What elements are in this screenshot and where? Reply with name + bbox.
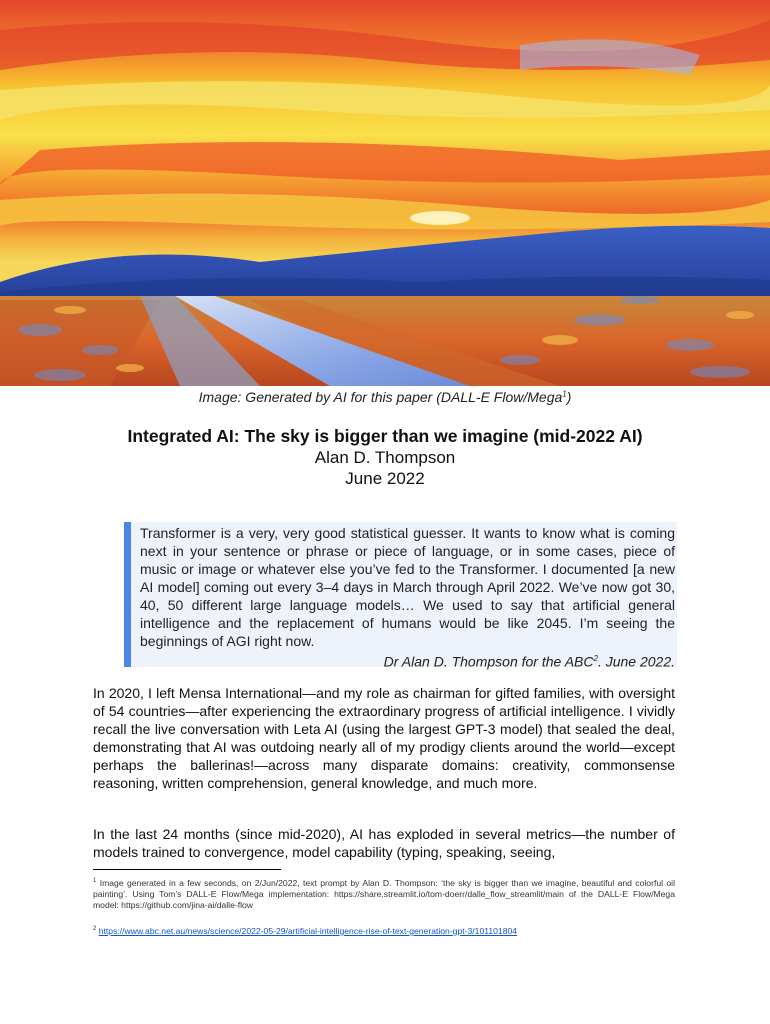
quote-text: Transformer is a very, very good statistical guesser. It wants to know what is coming next in your sentence or phrase or piece of language, or in some cases, piece of music or image or whatever else you’ve fed to the Transformer. I documented [a new AI model] coming out every 3–4 days in March through April 2022. We’ve now got 30, 40, 50 different large language models… We used to say that artificial general intelligence and the replacement of humans would be like 2045. I’m seeing the beginnings of AGI right now. (140, 525, 675, 649)
pull-quote (124, 522, 677, 670)
footnote-divider (93, 869, 281, 870)
publication-date: June 2022 (345, 469, 425, 488)
abc-article-link[interactable]: https://www.abc.net.au/news/science/2022-05-29/artificial-intelligence-rise-of-text-generation-gpt-3/101101804 (98, 925, 518, 936)
author-name: Alan D. Thompson (314, 448, 456, 467)
quote-attribution: Dr Alan D. Thompson for the ABC$^2$. June 2022. (383, 653, 675, 670)
sunset-painting (0, 0, 770, 386)
footnote-1: $^1$ Image generated in a few seconds, on 2/Jun/2022, text prompt by Alan D. Thompson: ‘the sky is bigger than we imagine, beautiful and colorful oil painting’. Using Tom’s DALL-E Flow/Mega implementation: https://share.streamlit.io/tom-doerr/dalle_flow_streamlit/main of the DALL-E Flow/Mega model: https://github.com/jina-ai/dalle-flow (93, 877, 675, 910)
image-caption: Image: Generated by AI for this paper (DALL-E Flow/Mega$^1$) (198, 389, 572, 405)
footnote-ref-2[interactable]: 2 (593, 654, 598, 663)
body-paragraph-2: In the last 24 months (since mid-2020), AI has exploded in several metrics—the number of models trained to convergence, model capability (typing, speaking, seeing, (93, 826, 675, 860)
body-paragraph-1: In 2020, I left Mensa International—and my role as chairman for gifted families, with oversight of 54 countries—after experiencing the extraordinary progress of artificial intelligence. I vividly recall the live conversation with Leta AI (using the largest GPT-3 model) that sealed the deal, demonstrating that AI was outdoing nearly all of my prodigy clients around the world—except perhaps the ballerinas!—across many disparate domains: creativity, commonsense reasoning, written comprehension, general knowledge, and much more. (93, 685, 675, 791)
footnote-ref-1[interactable]: 1 (562, 389, 567, 399)
footnote-2: $^2$ https://www.abc.net.au/news/science/2022-05-29/artificial-intelligence-rise-of-text-generation-gpt-3/101101804 (93, 925, 518, 936)
paper-title: Integrated AI: The sky is bigger than we imagine (mid-2022 AI) (127, 426, 643, 446)
hero-image (0, 0, 770, 386)
